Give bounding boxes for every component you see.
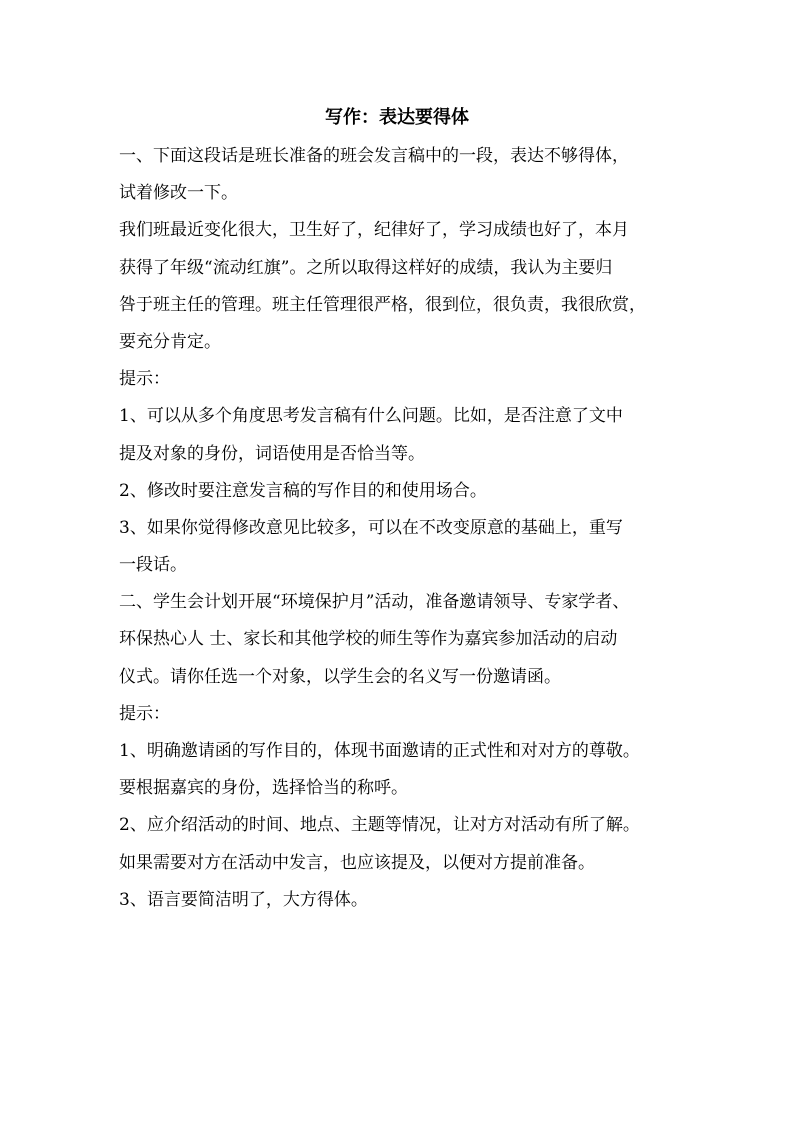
hint-label: 提示： [119, 369, 170, 390]
text-line: 提及对象的身份，词语使用是否恰当等。 [119, 443, 425, 464]
document-title: 写作：表达要得体 [325, 107, 469, 128]
text-line: 试着修改一下。 [119, 183, 238, 204]
text-line: 2、应介绍活动的时间、地点、主题等情况，让对方对活动有所了解。 [119, 815, 640, 836]
text-line: 一段话。 [119, 555, 187, 576]
text-line: 二、学生会计划开展“环境保护月”活动，准备邀请领导、专家学者、 [119, 592, 630, 613]
text-line: 要根据嘉宾的身份，选择恰当的称呼。 [119, 778, 408, 799]
text-line: 2、修改时要注意发言稿的写作目的和使用场合。 [119, 480, 487, 501]
text-line: 环保热心人 士、家长和其他学校的师生等作为嘉宾参加活动的启动 [119, 629, 618, 650]
text-line: 如果需要对方在活动中发言，也应该提及，以便对方提前准备。 [119, 852, 595, 873]
document-body [119, 100, 675, 919]
text-line: 要充分肯定。 [119, 331, 221, 352]
text-line: 1、可以从多个角度思考发言稿有什么问题。比如，是否注意了文中 [119, 406, 623, 427]
text-line: 3、语言要简洁明了，大方得体。 [119, 889, 368, 910]
hint-label: 提示： [119, 703, 170, 724]
text-line: 获得了年级“流动红旗”。之所以取得这样好的成绩，我认为主要归 [119, 257, 613, 278]
text-line: 咎于班主任的管理。班主任管理很严格，很到位，很负责，我很欣赏， [119, 294, 646, 315]
text-line: 一、下面这段话是班长准备的班会发言稿中的一段，表达不够得体， [119, 146, 629, 166]
text-line: 仪式。请你任选一个对象，以学生会的名义写一份邀请函。 [119, 666, 561, 687]
text-line: 1、明确邀请函的写作目的，体现书面邀请的正式性和对对方的尊敬。 [119, 741, 640, 761]
text-line: 3、如果你觉得修改意见比较多，可以在不改变原意的基础上，重写 [119, 517, 623, 538]
text-line: 我们班最近变化很大，卫生好了，纪律好了，学习成绩也好了，本月 [119, 220, 629, 241]
